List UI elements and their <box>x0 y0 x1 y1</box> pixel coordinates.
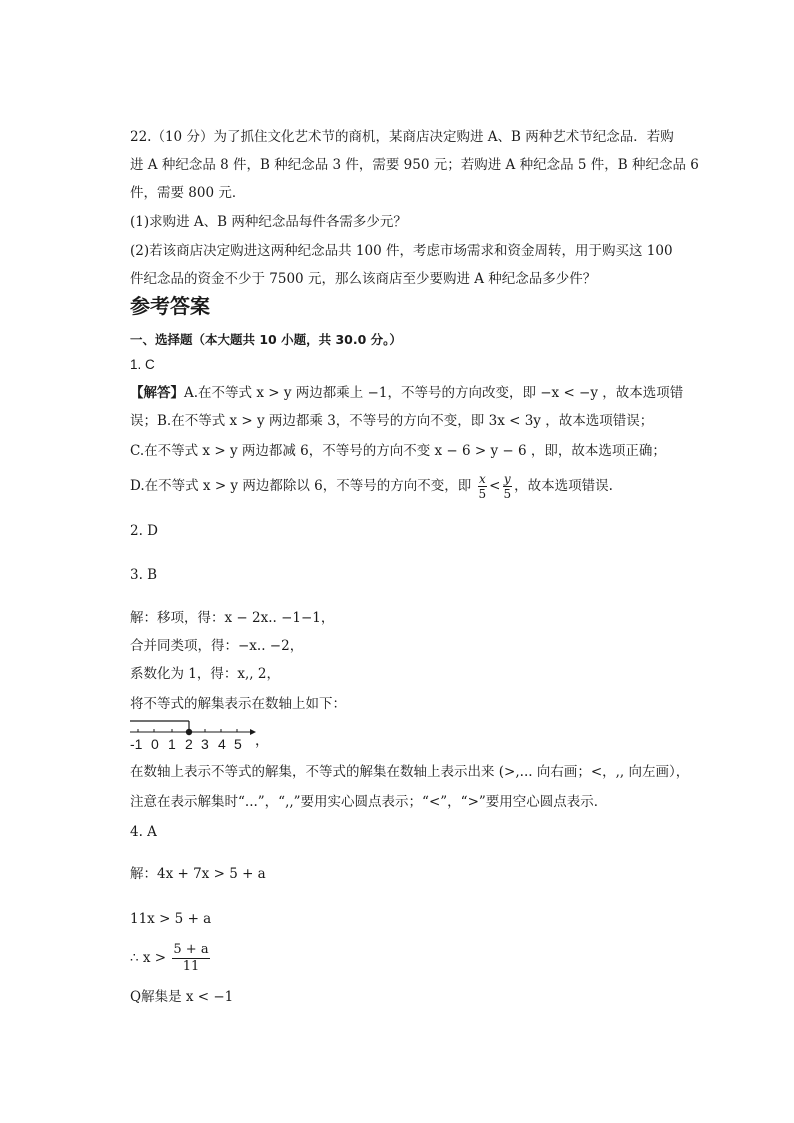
answer-1-line1: 【解答】A.在不等式 x > y 两边都乘上 −1，不等号的方向改变，即 −x < −y ，故本选项错 <box>130 385 684 401</box>
tick-label: 4 <box>218 736 226 752</box>
fraction-y-over-5: $\frac{y}{5}$ <box>503 472 512 501</box>
tick-label: 0 <box>151 736 159 752</box>
q22-part1: (1)求购进 A、B 两种纪念品每件各需多少元？ <box>130 214 407 230</box>
answer-3-step3: 系数化为 1，得：x,, 2， <box>130 666 280 682</box>
tick-label: 5 <box>234 736 242 752</box>
q22-part2a: (2)若该商店决定购进这两种纪念品共 100 件，考虑市场需求和资金周转，用于购买这 100 <box>130 243 673 259</box>
q22-line1: 22.（10 分）为了抓住文化艺术节的商机，某商店决定购进 A、B 两种艺术节纪念品．若购 <box>130 129 674 145</box>
tick-label: -1 <box>130 736 143 752</box>
section-heading: 一、选择题（本大题共 10 小题，共 30.0 分。） <box>130 332 402 347</box>
answer-4-step1: 解：4x + 7x > 5 + a <box>130 866 266 882</box>
answer-1-line4: D.在不等式 x > y 两边都除以 6，不等号的方向不变，即 $\frac{x}{5}$ < $\frac{y}{5}$ ，故本选项错误. <box>130 472 613 501</box>
answer-3: 3. B <box>130 567 158 583</box>
tick-label: 2 <box>185 736 193 752</box>
answer-2: 2. D <box>130 523 158 539</box>
solid-dot <box>186 729 192 735</box>
tick-label: 3 <box>201 736 209 752</box>
answer-1: 1. C <box>130 357 155 372</box>
fraction-x-over-5: $\frac{x}{5}$ <box>478 472 487 501</box>
answer-1-line3: C.在不等式 x > y 两边都减 6，不等号的方向不变 x − 6 > y − 6 ，即，故本选项正确； <box>130 443 666 459</box>
solution-tag: 【解答】 <box>130 385 184 401</box>
answer-4-step3: ∴ x > $\frac{5 + a}{11}$ <box>130 942 209 974</box>
q22-part2b: 件纪念品的资金不少于 7500 元，那么该商店至少要购进 A 种纪念品多少件？ <box>130 271 597 287</box>
tick-label: ， <box>255 732 269 748</box>
answer-4-step2: 11x > 5 + a <box>130 911 212 927</box>
answer-3-step2: 合并同类项，得：−x.. −2， <box>130 638 304 654</box>
answers-title: 参考答案 <box>130 294 210 318</box>
q22-line2: 进 A 种纪念品 8 件，B 种纪念品 3 件，需要 950 元；若购进 A 种纪念品 5 件，B 种纪念品 6 <box>130 157 699 173</box>
tick-label: 1 <box>168 736 176 752</box>
answer-1-line2: 误；B.在不等式 x > y 两边都乘 3，不等号的方向不变，即 3x < 3y ，故本选项错误； <box>130 413 654 429</box>
answer-4-step4: Q解集是 x < −1 <box>130 989 234 1005</box>
answer-3-note2: 注意在表示解集时“...”，“,,”要用实心圆点表示；“<”，“>”要用空心圆点表示． <box>130 794 608 810</box>
number-line <box>130 718 270 758</box>
q22-line3: 件，需要 800 元． <box>130 185 246 201</box>
answer-3-note1: 在数轴上表示不等式的解集，不等式的解集在数轴上表示出来 (>,... 向右画；<，,, 向左画）， <box>130 764 690 780</box>
answer-3-step1: 解：移项，得：x − 2x.. −1−1， <box>130 610 335 626</box>
answer-4: 4. A <box>130 824 157 840</box>
fraction-5a-over-11: $\frac{5 + a}{11}$ <box>173 942 209 974</box>
number-line-axis <box>130 718 270 738</box>
answer-3-step4: 将不等式的解集表示在数轴上如下： <box>130 696 346 712</box>
